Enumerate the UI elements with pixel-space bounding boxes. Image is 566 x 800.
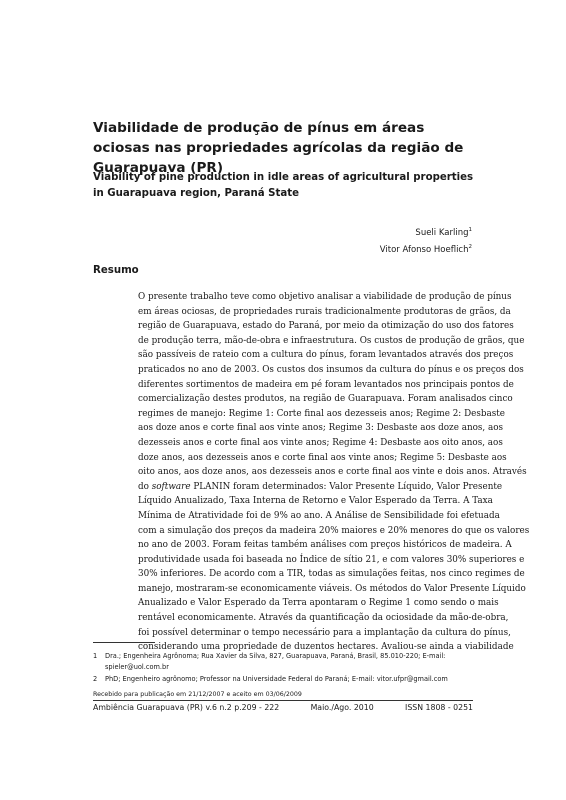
footnote-1 [93,651,473,672]
abstract-line: dezesseis anos e corte final aos vinte anos; Regime 4: Desbaste aos oito anos, aos [138,437,503,448]
abstract-line: considerando uma propriedade de duzentos hectares. Avaliou-se ainda a viabilidade [138,642,514,653]
author-name: Vitor Afonso Hoeflich [379,245,469,255]
author-footnote-ref: 1 [468,227,472,233]
author-footnote-ref: 2 [468,244,472,250]
abstract-line: produtividade usada foi baseada no Índice de sítio 21, e com valores 30% superiores e [138,554,525,565]
author-list [172,223,472,257]
article-title-english: Viability of pine production in idle areas of agricultural properties in Guarapuava region, Paraná State [93,172,474,199]
running-footer [93,703,473,713]
abstract-line: comercialização destes produtos, na região de Guarapuava. Foram analisados cinco [138,394,513,405]
abstract-line: aos doze anos e corte final aos vinte anos; Regime 3: Desbaste aos doze anos, aos [138,423,504,434]
abstract-line: diferentes sortimentos de madeira em pé foram levantados nos principais pontos de [138,379,514,390]
received-date-note: Recebido para publicação em 21/12/2007 e aceito em 03/06/2009 [93,691,302,698]
abstract-line: manejo, mostraram-se economicamente viáveis. Os métodos do Valor Presente Líquido [138,583,526,594]
issue-date: Maio./Ago. 2010 [310,703,374,712]
abstract-line: regimes de manejo: Regime 1: Corte final aos dezesseis anos; Regime 2: Desbaste [138,408,505,419]
footnote-2 [93,674,473,685]
abstract-line: Líquido Anualizado, Taxa Interna de Retorno e Valor Esperado da Terra. A Taxa [138,496,493,507]
footnote-number: 2 [93,675,98,683]
abstract-line: praticados no ano de 2003. Os custos dos insumos da cultura do pínus e os preços dos [138,364,524,375]
issn: ISSN 1808 - 0251 [405,703,473,712]
abstract-line: rentável economicamente. Através da quantificação da ociosidade da mão-de-obra, [138,613,509,624]
abstract-line: de produção terra, mão-de-obra e infraestrutura. Os custos de produção de grãos, que [138,335,525,346]
abstract-line: são passíveis de rateio com a cultura do pínus, foram levantados através dos preços [138,350,514,361]
abstract-line: 30% inferiores. De acordo com a TIR, todas as simulações feitas, nos cinco regimes de [138,569,525,580]
footer-divider [93,700,473,701]
abstract-line: com a simulação dos preços da madeira 20% maiores e 20% menores do que os valores [138,525,530,536]
author-1 [172,223,472,240]
footnotes [93,651,473,687]
abstract-line: Mínima de Atratividade foi de 9% ao ano. A Análise de Sensibilidade foi efetuada [138,510,500,521]
footnote-divider [93,642,155,643]
journal-citation: Ambiência Guarapuava (PR) v.6 n.2 p.209 - 222 [93,703,280,712]
section-heading-resumo: Resumo [93,265,139,276]
author-2 [172,240,472,257]
abstract-line: em áreas ociosas, de propriedades rurais tradicionalmente produtoras de grãos, da [138,306,511,317]
article-title-portuguese: Viabilidade de produção de pínus em áreas ociosas nas propriedades agrícolas da região de Guarapuava (PR) [93,120,464,176]
author-name: Sueli Karling [415,228,469,238]
abstract-line-with-software-term: do software PLANIN foram determinados: Valor Presente Líquido, Valor Presente [138,481,503,492]
abstract-line: Anualizado e Valor Esperado da Terra apontaram o Regime 1 como sendo o mais [138,598,499,609]
abstract-line: oito anos, aos doze anos, aos dezesseis anos e corte final aos vinte e dois anos. Através [138,467,527,478]
abstract-line: doze anos, aos dezesseis anos e corte final aos vinte anos; Regime 5: Desbaste aos [138,452,507,463]
abstract-line: O presente trabalho teve como objetivo analisar a viabilidade de produção de pínus [138,292,512,302]
footnote-text: Dra.; Engenheira Agrônoma; Rua Xavier da Silva, 827, Guarapuava, Paraná, Brasil, 85.010-220; E-mail: spieler@uol.com.br [105,652,446,671]
abstract-body [138,290,530,655]
abstract-line: foi possível determinar o tempo necessário para a implantação da cultura do pínus, [138,627,511,638]
footnote-text: PhD; Engenheiro agrônomo; Professor na Universidade Federal do Paraná; E-mail: vitor.ufpr@gmail.com [105,675,448,683]
software-term: software [151,481,191,492]
abstract-line: no ano de 2003. Foram feitas também análises com preços históricos de madeira. A [138,540,512,551]
abstract-line: região de Guarapuava, estado do Paraná, por meio da otimização do uso dos fatores [138,321,514,332]
footnote-number: 1 [93,652,98,660]
